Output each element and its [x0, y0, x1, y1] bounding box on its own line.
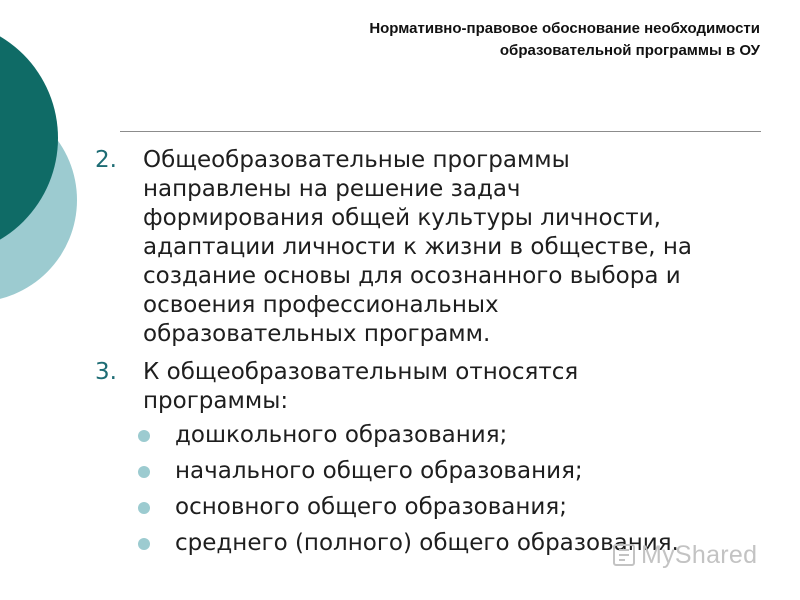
item-text — [143, 358, 775, 416]
item-text-line: освоения профессиональных — [143, 292, 499, 318]
bullet-item — [138, 457, 778, 493]
bullet-text: основного общего образования; — [175, 494, 567, 520]
bullet-dot-icon — [138, 502, 150, 514]
item-text-line: создание основы для осознанного выбора и — [143, 263, 681, 289]
item-text-line: программы: — [143, 388, 289, 414]
bullet-text: среднего (полного) общего образования. — [175, 530, 679, 556]
slide-header — [240, 18, 760, 62]
item-text-line: направлены на решение задач — [143, 176, 521, 202]
myshared-logo-icon — [611, 542, 637, 568]
bullet-text: начального общего образования; — [175, 458, 583, 484]
bullet-dot-icon — [138, 430, 150, 442]
list-item-2 — [95, 146, 775, 349]
list-item-3 — [95, 358, 775, 416]
bullet-item — [138, 493, 778, 529]
bullet-item — [138, 421, 778, 457]
header-divider — [120, 131, 761, 132]
item-number: 2. — [95, 147, 117, 173]
item-text — [143, 146, 775, 349]
item-text-line: формирования общей культуры личности, — [143, 205, 661, 231]
item-number: 3. — [95, 359, 117, 385]
bullet-text: дошкольного образования; — [175, 422, 508, 448]
item-text-line: К общеобразовательным относятся — [143, 359, 579, 385]
item-text-line: адаптации личности к жизни в обществе, на — [143, 234, 692, 260]
item-text-line: Общеобразовательные программы — [143, 147, 570, 173]
header-title-line-1: Нормативно-правовое обоснование необходимости — [369, 20, 760, 37]
item-text-line: образовательных программ. — [143, 321, 491, 347]
bullet-dot-icon — [138, 538, 150, 550]
header-title-line-2: образовательной программы в ОУ — [499, 42, 760, 59]
watermark-text: MyShared — [641, 540, 758, 569]
watermark — [611, 540, 757, 570]
bullet-dot-icon — [138, 466, 150, 478]
